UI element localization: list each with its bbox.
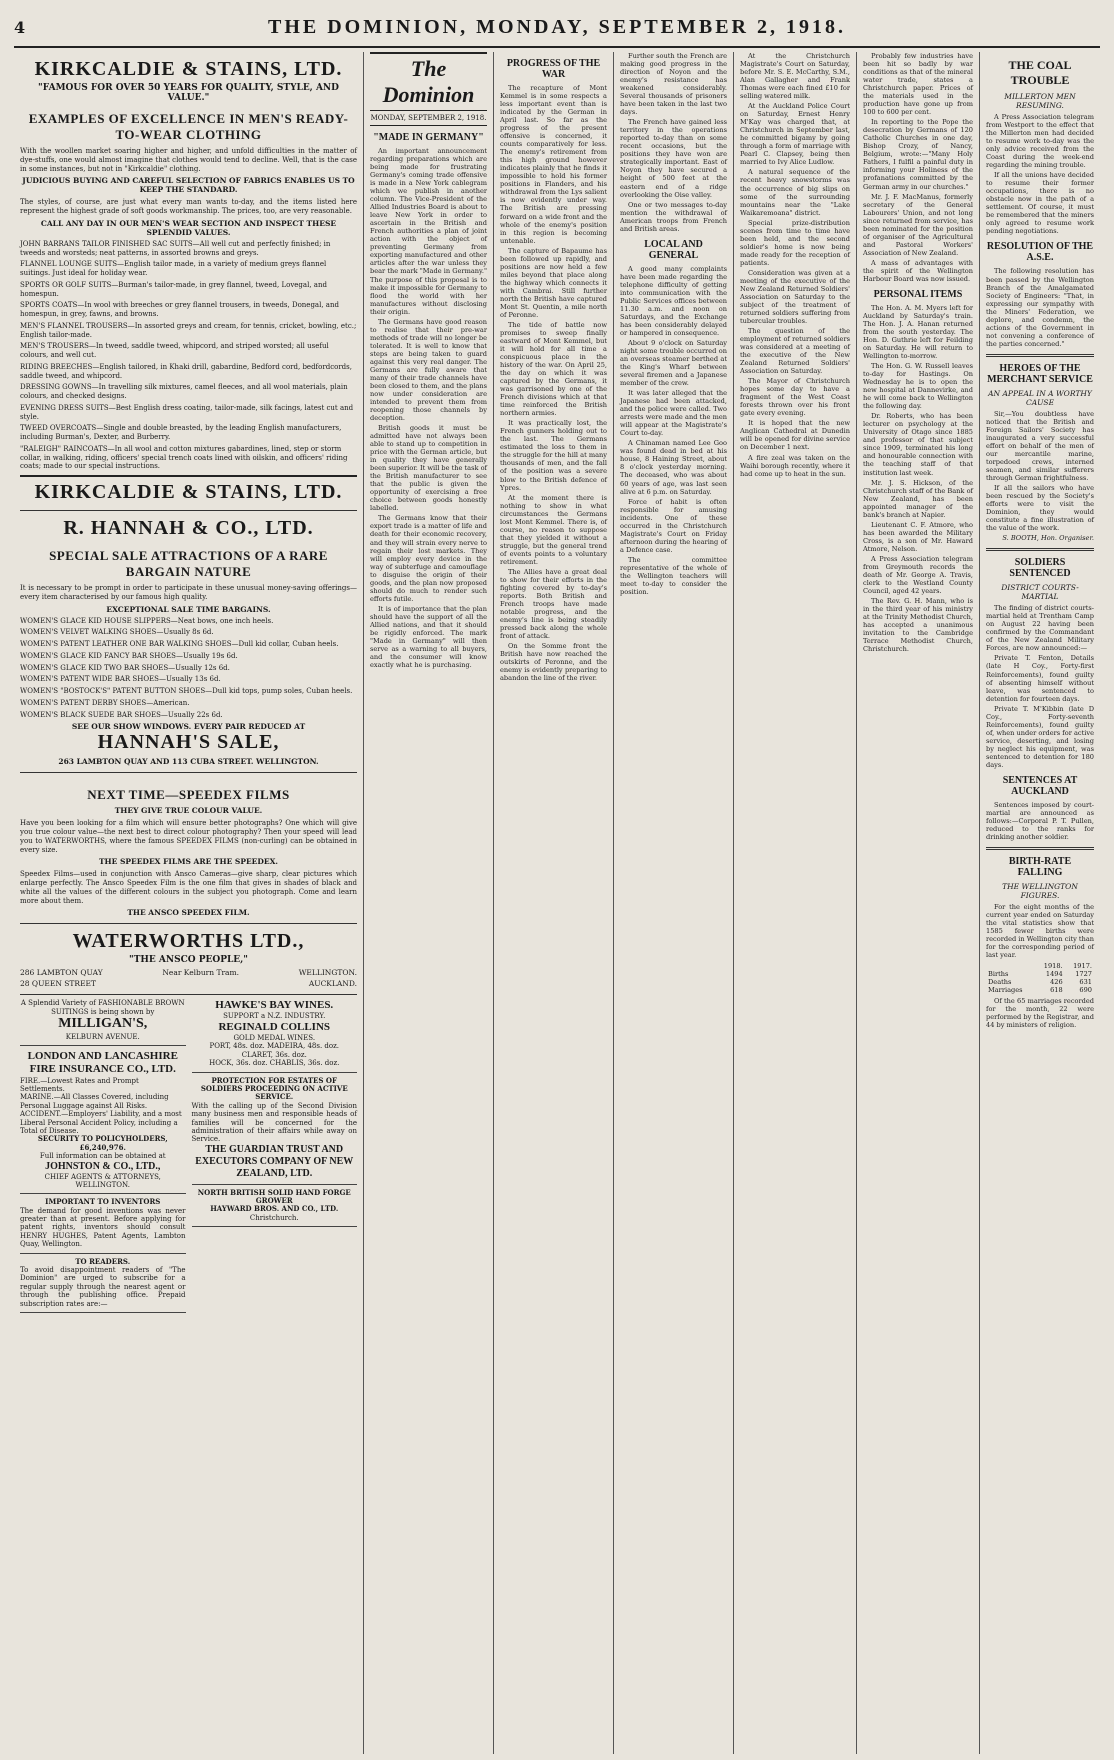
ad-item: FLANNEL LOUNGE SUITS—English tailor made, in a variety of medium greys flannel suitings. Just ideal for holiday wear. bbox=[20, 260, 327, 277]
advertiser-name: KIRKCALDIE & STAINS, LTD. bbox=[34, 58, 343, 80]
ad-item: SPORTS OR GOLF SUITS—Burman's tailor-made, in grey flannel, tweed, Lovegal, and homespun. bbox=[20, 280, 327, 298]
war-body: The recapture of Mont Kemmel is in some respects a less important event than is indicated by the German in April last. So far as the progress of the present offensive is concerned, it counts comparatively for less. The enemy's retirement from this high ground however indicates plainly that he finds it impossible to hold his former positions in Flanders, and his withdrawal from the Lys salient is now evidently under way. The British are pressing forward on a wide front and the whole of the enemy's position in this region is becoming untenable. The capture of Bapaume has been followed up rapidly, and positions are now held a few miles beyond that place along the highway which connects it with Cambrai. Still further north the British have captured Mont St. Quentin, a mile north of Peronne. The tide of battle now promises to sweep finally eastward of Mont Kemmel, but it will hold for all time a conspicuous place in the history of the war. On April 25, the day on which it was captured by the Germans, it was garrisoned by one of the French divisions which at that time reinforced the British northern armies. It was practically lost, the French gunners holding out to the last. The Germans estimated the loss to them in the struggle for the hill at many thousands of men, and the fall of the position was a severe blow to the British defence of Ypres. At the moment there is nothing to show in what circumstances the Germans lost Mont Kemmel. There is, of course, no reason to suppose that they yielded it without a struggle, but the general trend of events points to a voluntary retirement. The Allies have a great deal to show for their efforts in the fighting covered by to-day's reports. Both British and French troops have made notable progress, and the enemy's line is being steadily pressed back along the whole front of attack. On the Somme front the British have now reached the outskirts of Peronne, and the enemy is evidently preparing to abandon the line of the river. bbox=[500, 84, 607, 683]
ad-styles: The styles, of course, are just what every man wants to-day, and the items listed here represent the highest grade of soft goods workmanship. The prices, too, are very reasonable. bbox=[20, 198, 357, 215]
editorial-column bbox=[364, 52, 494, 1754]
local-heading: LOCAL AND GENERAL bbox=[644, 238, 703, 261]
ad-heading: SPECIAL SALE ATTRACTIONS OF A RARE BARGAIN NATURE bbox=[49, 548, 328, 579]
timber-ad: NORTH BRITISH SOLID HAND FORGE GROWER HAYWARD BROS. AND CO., LTD. Christchurch. bbox=[192, 1185, 358, 1228]
advertiser-name: R. HANNAH & CO., LTD. bbox=[63, 517, 314, 539]
news-column bbox=[734, 52, 857, 1754]
editorial-heading: "MADE IN GERMANY" bbox=[373, 132, 484, 143]
ads-column bbox=[14, 52, 364, 1754]
advertiser-name: MILLIGAN'S, bbox=[58, 1016, 148, 1032]
personal-body: The Hon. A. M. Myers left for Auckland by Saturday's train. The Hon. J. A. Hanan returned from the south yesterday. The Hon. D. Guthrie left for Feilding on Saturday. He will return to Wellington to-morrow. The Hon. G. W. Russell leaves to-day for Hastings. On Wednesday he is to open the new hospital at Dannevirke, and he will come back to Wellington the following day. Dr. Roberts, who has been lecturer on psychology at the University of Otago since 1885 and professor of that subject since 1909, terminated his long and honourable connection with the teaching staff of that institution last week. Mr. J. S. Hickson, of the Christchurch staff of the Bank of New Zealand, has been appointed manager of the bank's branch at Napier. Lieutenant C. F. Atmore, who has been awarded the Military Cross, is a son of Mr. Haward Atmore, Nelson. A Press Association telegram from Greymouth records the death of Mr. George A. Travis, clerk to the Westland County Council, aged 42 years. The Rev. G. H. Mann, who is in the third year of his ministry at the Trinity Methodist Church, has accepted a unanimous invitation to the Cambridge Terrace Methodist Church, Christchurch. bbox=[863, 303, 973, 654]
table-row: Births 1494 1727 bbox=[988, 970, 1092, 979]
address-city-2: AUCKLAND. bbox=[308, 979, 357, 989]
soldiers-heading: SOLDIERS SENTENCED bbox=[1009, 557, 1071, 580]
ad-body: A Splendid Variety of FASHIONABLE BROWN SUITINGS is being shown by bbox=[20, 999, 185, 1016]
ad-address: KELBURN AVENUE. bbox=[65, 1032, 140, 1041]
ad-call-to-action: CALL ANY DAY IN OUR MEN'S WEAR SECTION AND INSPECT THESE SPLENDID VALUES. bbox=[40, 218, 337, 237]
sentences-heading: SENTENCES AT AUCKLAND bbox=[1002, 774, 1078, 797]
advertiser-name-footer: KIRKCALDIE & STAINS, LTD. bbox=[34, 481, 343, 503]
heroes-body: Sir,—You doubtless have noticed that the British and Foreign Sailors' Society has inaugurated a very successful effort on behalf of the men of our mercantile marine, torpedoed crews, interned seamen, and similar sufferers through German frightfulness. If all the sailors who have been rescued by the Society's efforts were to visit the Dominion, they would constitute a fine illustration of the value of the work. bbox=[986, 409, 1094, 533]
address-city: WELLINGTON. bbox=[298, 968, 357, 978]
coal-subheading: MILLERTON MEN RESUMING. bbox=[1004, 92, 1076, 110]
ad-item: WOMEN'S PATENT WIDE BAR SHOES—Usually 13s 6d. bbox=[20, 675, 221, 684]
war-heading: PROGRESS OF THE WAR bbox=[506, 58, 601, 80]
ad-item: EVENING DRESS SUITS—Best English dress coating, tailor-made, silk facings, latest cut and style. bbox=[20, 403, 354, 421]
ad-heading: NEXT TIME—SPEEDEX FILMS bbox=[87, 787, 290, 803]
ad-footer: THE ANSCO SPEEDEX FILM. bbox=[127, 908, 250, 918]
ad-subheading: THEY GIVE TRUE COLOUR VALUE. bbox=[114, 806, 263, 816]
table-header: 1917. bbox=[1073, 962, 1092, 971]
right-column: THE COAL TROUBLE MILLERTON MEN RESUMING. A Press Association telegram from Westport to the effect that the Millerton men had decided to resume work to-day was the only advice received from the Coast during the week-end regarding the mining trouble. If all the unions have decided to resume their former occupations, there is no obstacle now in the path of a settlement. Of course, it must be remembered that the miners only agreed to resume work pending negotiations. RESOLUTION OF THE A.S.E. The following resolution has been passed by the Wellington Branch of the Amalgamated Society of Engineers: "That, in expressing our sympathy with the Miners' Federation, we deplore, and condemn, the actions of the Government in not convening a conference of the parties concerned." HEROES OF THE MERCHANT SERVICE AN APPEAL IN A WORTHY CAUSE Sir,—You doubtless have noticed that the British and Foreign Sailors' Society has inaugurated a very successful effort on behalf of the men of our mercantile marine, torpedoed crews, interned seamen, and similar sufferers through German frightfulness. If all the sailors who have been rescued by the Society's efforts were to visit the Dominion, they would constitute a fine illustration of the value of the work. S. BOOTH, Hon. Organiser. SOLDIERS SENTENCED DISTRICT COURTS-MARTIAL The finding of district courts-martial held at Trentham Camp on August 22 having been confirmed by the Commandant of the New Zealand Military Forces, are now announced:— Private T. Fenton, Details (late H Coy., Forty-first Reinforcements), found guilty of absenting himself without leave, was sentenced to detention for fourteen days. Private T. M'Kibbin (late D Coy., Forty-seventh Reinforcements), found guilty of, when under orders for active service, deserting, and losing by neglect his equipment, was sentenced to detention for 180 days. SENTENCES AT AUCKLAND Sentences imposed by court-martial are announced as follows:—Corporal P. T. Pullen, reduced to the ranks for drinking another soldier. BIRTH-RATE FALLING THE WELLINGTON FIGURES. For the eight months of the current year ended on Saturday the vital statistics show that 1585 fewer births were recorded in Wellington city than for the corresponding period of last year. 1918. 1917. Births 1494 1727 Deaths 426 631 Marriages 618 690 Of the 65 marriages recorded for the month, 22 were performed by the Registrar, and 44 by ministers of religion. bbox=[986, 58, 1095, 1030]
ad-item: MEN'S FLANNEL TROUSERS—In assorted greys and cream, for tennis, cricket, bowling, etc.; English tailor-made. bbox=[20, 321, 357, 339]
personal-column bbox=[857, 52, 980, 1754]
letter-signature: S. BOOTH, Hon. Organiser. bbox=[1002, 534, 1094, 543]
misc-news: Probably few industries have been hit so badly by war conditions as that of the mineral water trade, states a Christchurch paper. Prices of the materials used in the production have gone up from 100 to 600 per cent. In reporting to the Pope the desecration by Germans of 120 Catholic Churches in one day, Bishop Crozy, of Nancy, Belgium, wrote:—"Many Holy Fathers, I fulfil a painful duty in informing your Holiness of the profanations committed by the German army in our churches." Mr. J. F. MacManus, formerly secretary of the General Labourers' Union, and not long since returned from service, has been nominated for the position of organiser of the Agricultural and Pastoral Workers' Association of New Zealand. A mass of advantages with the spirit of the Wellington Harbour Board was now issued. bbox=[863, 52, 973, 283]
protection-ad: PROTECTION FOR ESTATES OF SOLDIERS PROCEEDING ON ACTIVE SERVICE. With the calling up of the Second Division many business men and responsible heads of families will be concerned for the administration of their affairs while away on Service. THE GUARDIAN TRUST AND EXECUTORS COMPANY OF NEW ZEALAND, LTD. bbox=[192, 1073, 358, 1185]
ad-item: "RALEIGH" RAINCOATS—In all wool and cotton mixtures gabardines, lined, step or storm collar, in walking, riding, officers' special trench coats lined with oilskin, and officers' riding coats; made to our special instructions. bbox=[20, 444, 348, 471]
coal-body: A Press Association telegram from Westport to the effect that the Millerton men had decided to resume work to-day was the only advice received from the Coast during the week-end regarding the mining trouble. If all the unions have decided to resume their former occupations, there is no obstacle now in the path of a settlement. Of course, it must be remembered that the miners only agreed to resume work pending negotiations. bbox=[986, 113, 1094, 236]
ad-item: RIDING BREECHES—English tailored, in Khaki drill, gabardine, Bedford cord, bedfordcords, saddle tweed, and whipcord. bbox=[20, 362, 352, 380]
dateline: MONDAY, SEPTEMBER 2, 1918. bbox=[370, 111, 487, 126]
ad-marine: MARINE.—All Classes Covered, including Personal Luggage against All Risks. bbox=[20, 1093, 169, 1110]
ad-subheading-2: THE SPEEDEX FILMS ARE THE SPEEDEX. bbox=[98, 857, 279, 867]
birth-body: For the eight months of the current year ended on Saturday the vital statistics show that 1585 fewer births were recorded in Wellington city than for the corresponding period of last year. bbox=[986, 903, 1095, 960]
ad-item: WOMEN'S PATENT DERBY SHOES—American. bbox=[20, 698, 190, 707]
resolution-heading: RESOLUTION OF THE A.S.E. bbox=[986, 241, 1094, 264]
ad-item: SPORTS COATS—In wool with breeches or grey flannel trousers, in tweeds, Donegal, and homespun, in grey, fawns, and browns. bbox=[20, 301, 339, 318]
ad-item: WOMEN'S "BOSTOCK'S" PATENT BUTTON SHOES—Dull kid tops, pump soles, Cuban heels. bbox=[20, 687, 353, 695]
ad-tagline: "THE ANSCO PEOPLE," bbox=[129, 955, 248, 966]
local-column bbox=[614, 52, 734, 1754]
birth-heading: BIRTH-RATE FALLING bbox=[1008, 856, 1072, 879]
ad-item: WOMEN'S GLACE KID TWO BAR SHOES—Usually 12s 6d. bbox=[20, 663, 230, 672]
ad-item: WOMEN'S BLACK SUEDE BAR SHOES—Usually 22s 6d. bbox=[20, 710, 223, 719]
ad-info: Full information can be obtained at bbox=[39, 1152, 166, 1161]
table-row: Deaths 426 631 bbox=[988, 978, 1092, 987]
editorial-body: An important announcement regarding preparations which are being made for frustrating Germany's coming trade offensive is made in a New York cablegram which we publish in another column. The Vice-President of the Allied Industries Board is about to leave New York in order to ascertain in the British and French authorities a plan of joint action with the object of preventing Germany from exporting manufactured and other articles after the war unless they bear the mark "Made in Germany." The purpose of this proposal is to make it impossible for Germany to flood the world with her manufactures without disclosing their origin. The Germans have good reason to realise that their pre-war methods of trade will no longer be tolerated. It is well to know that steps are being taken to guard against this very real danger. The Germans are fully aware that many of their trade channels have been closed to them, and the plans now under consideration are intended to prevent them from reopening those channels by deception. British goods it must be admitted have not always been able to stand up to competition in price with the German article, but in quality they have generally been superior. It will be the task of the British manufacturer to see that the public is given the opportunity of exercising a free choice between goods honestly labelled. The Germans know that their export trade is a matter of life and death for their economic recovery, and they will strain every nerve to regain their lost markets. They will employ every device in the way of subterfuge and camouflage to disguise the origin of their goods, and the plan now proposed should do much to render such efforts futile. It is of importance that the plan should have the support of all the Allied nations, and that it should be rigidly enforced. The mark "Made in Germany" will then serve as a warning to all buyers, and the consumer will know exactly what he is purchasing. bbox=[370, 147, 487, 669]
ad-body: To avoid disappointment readers of "The Dominion" are urged to subscribe for a regular supply through the nearest agent or through the publishing office. Prepaid subscription rates are:— bbox=[20, 1266, 186, 1308]
table-row: Marriages 618 690 bbox=[988, 986, 1092, 995]
sentences-body: Sentences imposed by court-martial are announced as follows:—Corporal P. T. Pullen, reduced to the ranks for drinking another soldier. bbox=[986, 800, 1094, 841]
milligan-ad bbox=[20, 995, 186, 1046]
ad-item: WOMEN'S VELVET WALKING SHOES—Usually 8s 6d. bbox=[20, 628, 214, 637]
ad-windows: SEE OUR SHOW WINDOWS. EVERY PAIR REDUCED AT bbox=[71, 722, 306, 732]
agent-city: WELLINGTON. bbox=[75, 1180, 130, 1189]
masthead bbox=[14, 8, 1100, 48]
ad-address: 263 LAMBTON QUAY AND 113 CUBA STREET. WELLINGTON. bbox=[58, 757, 319, 767]
readers-notice bbox=[20, 1254, 186, 1313]
heroes-subheading: AN APPEAL IN A WORTHY CAUSE bbox=[988, 388, 1092, 407]
ad-body: The demand for good inventions was never greater than at present. Before applying for patent rights, inventors should consult HENRY HUGHES, Patent Agents, Lambton Quay, Wellington. bbox=[20, 1206, 186, 1249]
address-street-2: 28 QUEEN STREET bbox=[20, 979, 97, 989]
sale-name: HANNAH'S SALE, bbox=[97, 731, 280, 754]
birth-table bbox=[986, 962, 1094, 994]
soldiers-subheading: DISTRICT COURTS-MARTIAL bbox=[1001, 583, 1079, 602]
ad-item: MEN'S TROUSERS—In tweed, saddle tweed, whipcord, and striped worsted; all useful colours, and well cut. bbox=[20, 342, 329, 359]
advertiser-name: WATERWORTHS LTD., bbox=[72, 930, 305, 953]
agent-title: CHIEF AGENTS & ATTORNEYS, bbox=[44, 1172, 161, 1181]
wines-ad: HAWKE'S BAY WINES. SUPPORT a N.Z. INDUSTRY. REGINALD COLLINS GOLD MEDAL WINES. PORT, 48s. doz. MADEIRA, 48s. doz. CLARET, 36s. doz. HOCK, 36s. doz. CHABLIS, 36s. doz. bbox=[192, 995, 358, 1072]
ad-security: SECURITY TO POLICYHOLDERS, £6,240,976. bbox=[37, 1134, 168, 1152]
inventors-ad bbox=[20, 1194, 186, 1253]
ad-subheading: JUDICIOUS BUYING AND CAREFUL SELECTION OF FABRICS ENABLES US TO KEEP THE STANDARD. bbox=[22, 176, 355, 195]
ad-tagline: "FAMOUS FOR OVER 50 YEARS FOR QUALITY, STYLE, AND VALUE." bbox=[38, 83, 339, 103]
table-header: 1918. bbox=[1043, 962, 1063, 971]
columns bbox=[14, 52, 1100, 1754]
ad-subheading: EXCEPTIONAL SALE TIME BARGAINS. bbox=[106, 604, 271, 614]
ad-body: Have you been looking for a film which will ensure better photographs? One which will give you true colour value—the next best to direct colour photography? Then your speed will lead you to WATERWORTHS, where the famous SPEEDEX FILMS (non-curling) can be obtained in every size. bbox=[20, 819, 357, 854]
address-note: Near Kelburn Tram. bbox=[162, 968, 240, 978]
war-column bbox=[494, 52, 614, 1754]
ad-heading: EXAMPLES OF EXCELLENCE IN MEN'S READY-TO-WEAR CLOTHING bbox=[28, 111, 349, 142]
insurance-ad bbox=[20, 1046, 186, 1194]
ad-intro: It is necessary to be prompt in order to participate in these unusual money-saving offerings—every item characterised by our famous high quality. bbox=[20, 584, 357, 601]
page-number: 4 bbox=[14, 17, 26, 37]
page-title: THE DOMINION, MONDAY, SEPTEMBER 2, 1918. bbox=[267, 15, 847, 38]
ad-body-2: Speedex Films—used in conjunction with Ansco Cameras—give sharp, clear pictures which enlarge perfectly. The Ansco Speedex Film is the one film that gives in shades of black and white all the values of the different colours in the subject you photograph. Come and learn more about them. bbox=[20, 870, 357, 905]
waterworths-ad bbox=[20, 924, 357, 995]
ad-intro: With the woollen market soaring higher and higher, and unfold difficulties in the matter of dye-stuffs, one would almost imagine that clothes would tend to decline. Well, that is the case in some instances, but not in "Kirkcaldie" clothing. bbox=[20, 147, 357, 173]
war-continued: Further south the French are making good progress in the direction of Noyon and the enemy's resistance has weakened considerably. Several thousands of prisoners have been taken in the last two days. The French have gained less territory in the operations reported to-day than on some recent occasions, but the positions they have won are strategically important. East of Noyon they have secured a height of 500 feet at the eastern end of a ridge overlooking the Oise valley. One or two messages to-day mention the withdrawal of American troops from French and British areas. bbox=[620, 52, 727, 233]
ad-item: WOMEN'S GLACE KID HOUSE SLIPPERS—Neat bows, one inch heels. bbox=[20, 616, 274, 625]
address-street: 286 LAMBTON QUAY bbox=[20, 968, 103, 978]
heroes-heading: HEROES OF THE MERCHANT SERVICE bbox=[987, 362, 1093, 385]
ad-item: WOMEN'S PATENT LEATHER ONE BAR WALKING SHOES—Dull kid collar, Cuban heels. bbox=[20, 640, 339, 648]
speedex-ad bbox=[20, 773, 357, 924]
kirkcaldie-ad bbox=[20, 52, 357, 511]
advertiser-name: LONDON AND LANCASHIRE FIRE INSURANCE CO., LTD. bbox=[27, 1050, 178, 1076]
resolution-body: The following resolution has been passed by the Wellington Branch of the Amalgamated Society of Engineers: "That, in expressing our sympathy with the Miners' Federation, we deplore, and condemn, the actions of the Government in not convening a conference of the parties concerned." bbox=[986, 267, 1094, 348]
ad-item: DRESSING GOWNS—In travelling silk mixtures, camel fleeces, and all wool materials, plain colours, and checked designs. bbox=[20, 383, 348, 400]
personal-heading: PERSONAL ITEMS bbox=[873, 288, 963, 300]
court-news: At the Christchurch Magistrate's Court on Saturday, before Mr. S. E. McCarthy, S.M., Alan Gallagher and Frank Thomas were each fined £10 for selling watered milk. At the Auckland Police Court on Saturday, Ernest Henry M'Kay was charged that, at Christchurch in September last, he committed bigamy by going through a form of marriage with Pearl C. Clapsey, being then married to Ivy Alice Ludlow. A natural sequence of the recent heavy snowstorms was the occurrence of big slips on some of the surrounding mountains near the "Lake Waikaremoana" district. Special prize-distribution scenes from time to time have been held, and the second soldier's home is now being made ready for the reception of patients. Consideration was given at a meeting of the executive of the New Zealand Returned Soldiers' Association on Saturday to the subject of the treatment of returned soldiers suffering from tubercular troubles. The question of the employment of returned soldiers was considered at a meeting of the executive of the New Zealand Returned Soldiers' Association on Saturday. The Mayor of Christchurch hopes some day to have a fragment of the West Coast forests thrown over his front gate every evening. It is hoped that the new Anglican Cathedral at Dunedin will be opened for divine service on December 1 next. A fire zeal was taken on the Waihi borough recently, where it had come up to heat in the sun. bbox=[740, 52, 850, 478]
ad-item: TWEED OVERCOATS—Single and double breasted, by the leading English manufacturers, including Burman's, Dexter, and Burberry. bbox=[20, 424, 342, 441]
ad-heading: IMPORTANT TO INVENTORS bbox=[45, 1197, 161, 1207]
ad-item: JOHN BARRANS TAILOR FINISHED SAC SUITS—All well cut and perfectly finished; in tweeds and worsteds; neat patterns, in assorted browns and greys. bbox=[20, 239, 331, 257]
ad-fire: FIRE.—Lowest Rates and Prompt Settlements. bbox=[20, 1076, 139, 1093]
hannah-ad bbox=[20, 511, 357, 773]
newspaper-flag: The Dominion bbox=[370, 52, 487, 111]
soldiers-body: The finding of district courts-martial held at Trentham Camp on August 22 having been confirmed by the Commandant of the New Zealand Military Forces, are now announced:— Private T. Fenton, Details (late H Coy., Forty-first Reinforcements), found guilty of absenting himself without leave, was sentenced to detention for fourteen days. Private T. M'Kibbin (late D Coy., Forty-seventh Reinforcements), found guilty of, when under orders for active service, deserting, and losing by neglect his equipment, was sentenced to detention for 180 days. bbox=[986, 604, 1094, 769]
ad-item: WOMEN'S GLACE KID FANCY BAR SHOES—Usually 19s 6d. bbox=[20, 651, 238, 660]
ad-accident: ACCIDENT.—Employers' Liability, and a most Liberal Personal Accident Policy, including a Total of Disease. bbox=[20, 1110, 182, 1135]
coal-heading: THE COAL TROUBLE bbox=[1008, 58, 1072, 87]
ad-heading: TO READERS. bbox=[75, 1256, 131, 1266]
agent-name: JOHNSTON & CO., LTD., bbox=[45, 1160, 161, 1172]
local-body: A good many complaints have been made regarding the telephone difficulty of getting into communication with the Public Services offices between 11.30 a.m. and noon on Saturdays, and the Exchange has been considerably delayed or hampered in consequence. About 9 o'clock on Saturday night some trouble occurred on an overseas steamer berthed at the King's Wharf between several firemen and a Japanese member of the crew. It was later alleged that the Japanese had been attacked, and the police were called. Two arrests were made and the men will appear at the Magistrate's Court to-day. A Chinaman named Lee Goo was found dead in bed at his house, 8 Haining Street, about 8 o'clock yesterday morning. The deceased, who was about 60 years of age, was last seen alive at 6 p.m. on Saturday. Force of habit is often responsible for amusing incidents. One of these occurred in the Christchurch Magistrate's Court on Friday afternoon during the hearing of a Defence case. The committee representative of the whole of the Wellington teachers will meet to-day to consider the position. bbox=[620, 264, 727, 596]
birth-subheading: THE WELLINGTON FIGURES. bbox=[1002, 882, 1078, 901]
